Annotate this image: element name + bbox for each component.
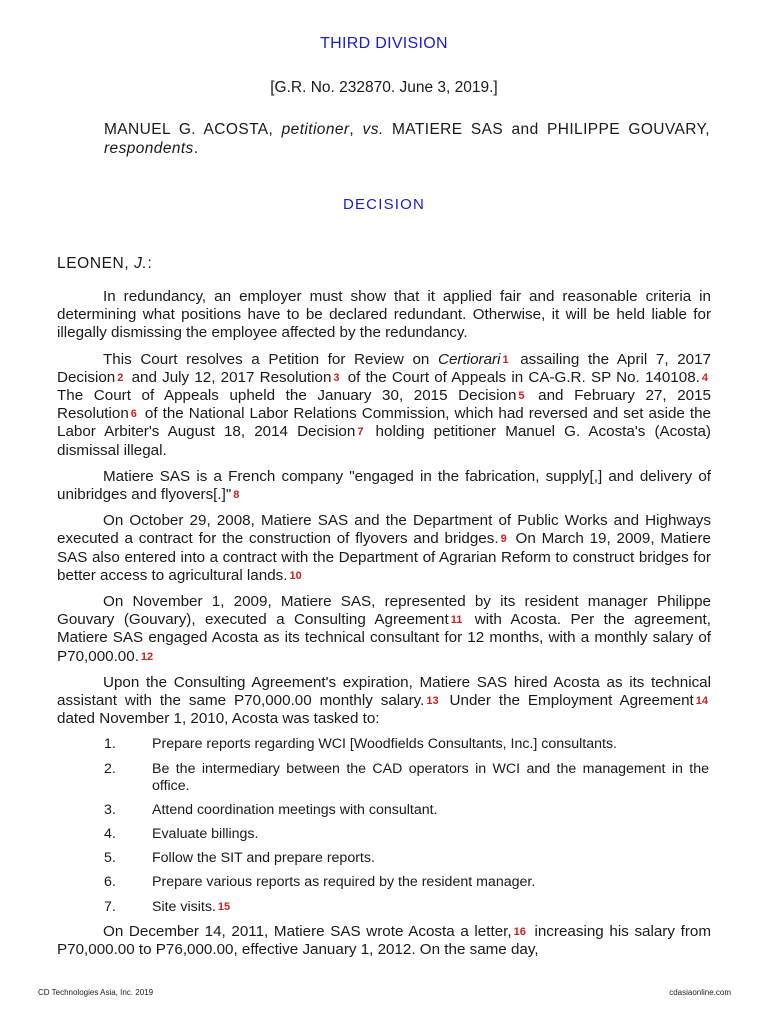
author-suffix: :	[147, 255, 153, 272]
division-heading: THIRD DIVISION	[320, 35, 448, 52]
respondents-role: respondents	[104, 140, 194, 157]
paragraph-5	[57, 593, 711, 666]
text-segment: of the National Labor Relations Commission, which had reversed and set aside the Labor Arbiter's August 18, 2014 Decision	[57, 405, 711, 441]
text-italic: Certiorari	[438, 350, 501, 368]
decision-heading: DECISION	[342, 196, 426, 213]
list-number: 4.	[104, 826, 116, 843]
footnote-link[interactable]: 14	[695, 695, 708, 708]
list-text: Be the intermediary between the CAD operators in WCI and the management in the office.	[152, 760, 709, 794]
list-item	[57, 850, 711, 867]
footnote-link[interactable]: 1	[502, 353, 509, 366]
list-number: 5.	[104, 850, 116, 867]
footnote-link[interactable]: 2	[117, 371, 124, 384]
list-text: Evaluate billings.	[152, 826, 259, 843]
footnote-link[interactable]: 10	[289, 569, 302, 582]
text-segment: On November 1, 2009, Matiere SAS, represented by its resident manager Philippe Gouvary (Gouvary), executed a Consulting Agreement	[57, 593, 711, 629]
text-segment: Matiere SAS is a French company "engaged in the fabrication, supply[,] and delivery of unibridges and flyovers[.]"	[57, 467, 711, 504]
text-segment: On December 14, 2011, Matiere SAS wrote Acosta a letter,	[103, 922, 512, 940]
list-item	[57, 826, 711, 843]
text-segment: with Acosta. Per the agreement, Matiere SAS engaged Acosta as its technical consultant for 12 months, with a monthly salary of P70,000.00.	[57, 611, 711, 665]
text-segment: The Court of Appeals upheld the January 30, 2015 Decision	[57, 387, 517, 405]
footnote-link[interactable]: 6	[130, 408, 137, 421]
text-segment: Site visits.	[152, 898, 216, 915]
text-segment: On October 29, 2008, Matiere SAS and the Department of Public Works and Highways executed a contract for the construction of flyovers and bridges.	[57, 512, 711, 548]
text-segment: Under the Employment Agreement	[441, 692, 694, 710]
list-item	[57, 802, 711, 819]
list-item	[57, 899, 711, 916]
footnote-link[interactable]: 11	[450, 614, 463, 627]
text-segment: On March 19, 2009, Matiere SAS also entered into a contract with the Department of Agrarian Reform to construct bridges for better access to agricultural lands.	[57, 530, 711, 584]
list-number: 7.	[104, 898, 116, 915]
petitioner-name: MANUEL G. ACOSTA	[104, 121, 269, 138]
versus: vs.	[362, 121, 384, 138]
list-item	[57, 761, 711, 795]
paragraph-6	[57, 674, 711, 729]
text-segment: and July 12, 2017 Resolution	[126, 368, 332, 386]
respondents-names: MATIERE SAS and PHILIPPE GOUVARY	[391, 121, 706, 138]
footnote-link[interactable]: 12	[140, 650, 154, 663]
text-segment: assailing the April 7, 2017 Decision	[57, 350, 711, 386]
footnote-link[interactable]: 15	[217, 900, 231, 913]
footnote-link[interactable]: 13	[426, 695, 439, 708]
list-text: Prepare various reports as required by the resident manager.	[152, 874, 536, 891]
text-segment: of the Court of Appeals in CA-G.R. SP No. 140108.	[342, 368, 700, 386]
footer-copyright: CD Technologies Asia, Inc. 2019	[38, 988, 154, 997]
paragraph-2	[57, 351, 711, 460]
list-text	[152, 899, 711, 916]
text-segment: dated November 1, 2010, Acosta was tasked to:	[57, 710, 380, 728]
case-number: [G.R. No. 232870. June 3, 2019.]	[270, 79, 498, 96]
list-text: Attend coordination meetings with consultant.	[152, 801, 438, 818]
text-segment: increasing his salary from P70,000.00 to P76,000.00, effective January 1, 2012. On the same day,	[57, 922, 711, 958]
footnote-link[interactable]: 9	[500, 533, 507, 546]
paragraph-7	[57, 923, 711, 959]
list-text: Prepare reports regarding WCI [Woodfields Consultants, Inc.] consultants.	[152, 736, 617, 753]
text-segment: and February 27, 2015 Resolution	[57, 387, 712, 423]
footnote-link[interactable]: 8	[233, 489, 240, 502]
list-number: 2.	[104, 760, 116, 777]
author-title: J.	[134, 255, 148, 272]
list-text: Follow the SIT and prepare reports.	[152, 850, 375, 867]
decision-body	[57, 288, 711, 967]
footnote-link[interactable]: 3	[333, 371, 340, 384]
list-number: 6.	[104, 874, 116, 891]
footnote-link[interactable]: 4	[701, 371, 708, 384]
ponente	[57, 255, 152, 273]
text-segment: holding petitioner Manuel G. Acosta's (Acosta) dismissal illegal.	[57, 423, 711, 459]
paragraph-4	[57, 512, 711, 585]
footer-site: cdasiaonline.com	[669, 988, 731, 997]
footnote-link[interactable]: 5	[518, 390, 525, 403]
list-number: 1.	[104, 736, 116, 753]
list-item	[57, 736, 711, 753]
list-number: 3.	[104, 801, 116, 818]
footnote-link[interactable]: 16	[513, 925, 526, 938]
author-name: LEONEN,	[57, 255, 130, 272]
list-item	[57, 874, 711, 891]
text-segment: Upon the Consulting Agreement's expiration, Matiere SAS hired Acosta as its technical assistant with the same P70,000.00 monthly salary.	[57, 673, 711, 710]
petitioner-role: petitioner	[281, 121, 350, 138]
case-parties: MANUEL G. ACOSTA, petitioner, vs. MATIERE SAS and PHILIPPE GOUVARY, respondents.	[104, 121, 710, 157]
paragraph-1: In redundancy, an employer must show that it applied fair and reasonable criteria in determining what positions have to be declared redundant. Otherwise, it will be held liable for illegally dismissing the employee affected by the redundancy.	[57, 288, 711, 342]
text-segment: This Court resolves a Petition for Review on	[103, 350, 439, 368]
footnote-link[interactable]: 7	[357, 426, 364, 439]
paragraph-3	[57, 468, 711, 504]
task-list	[57, 736, 711, 915]
